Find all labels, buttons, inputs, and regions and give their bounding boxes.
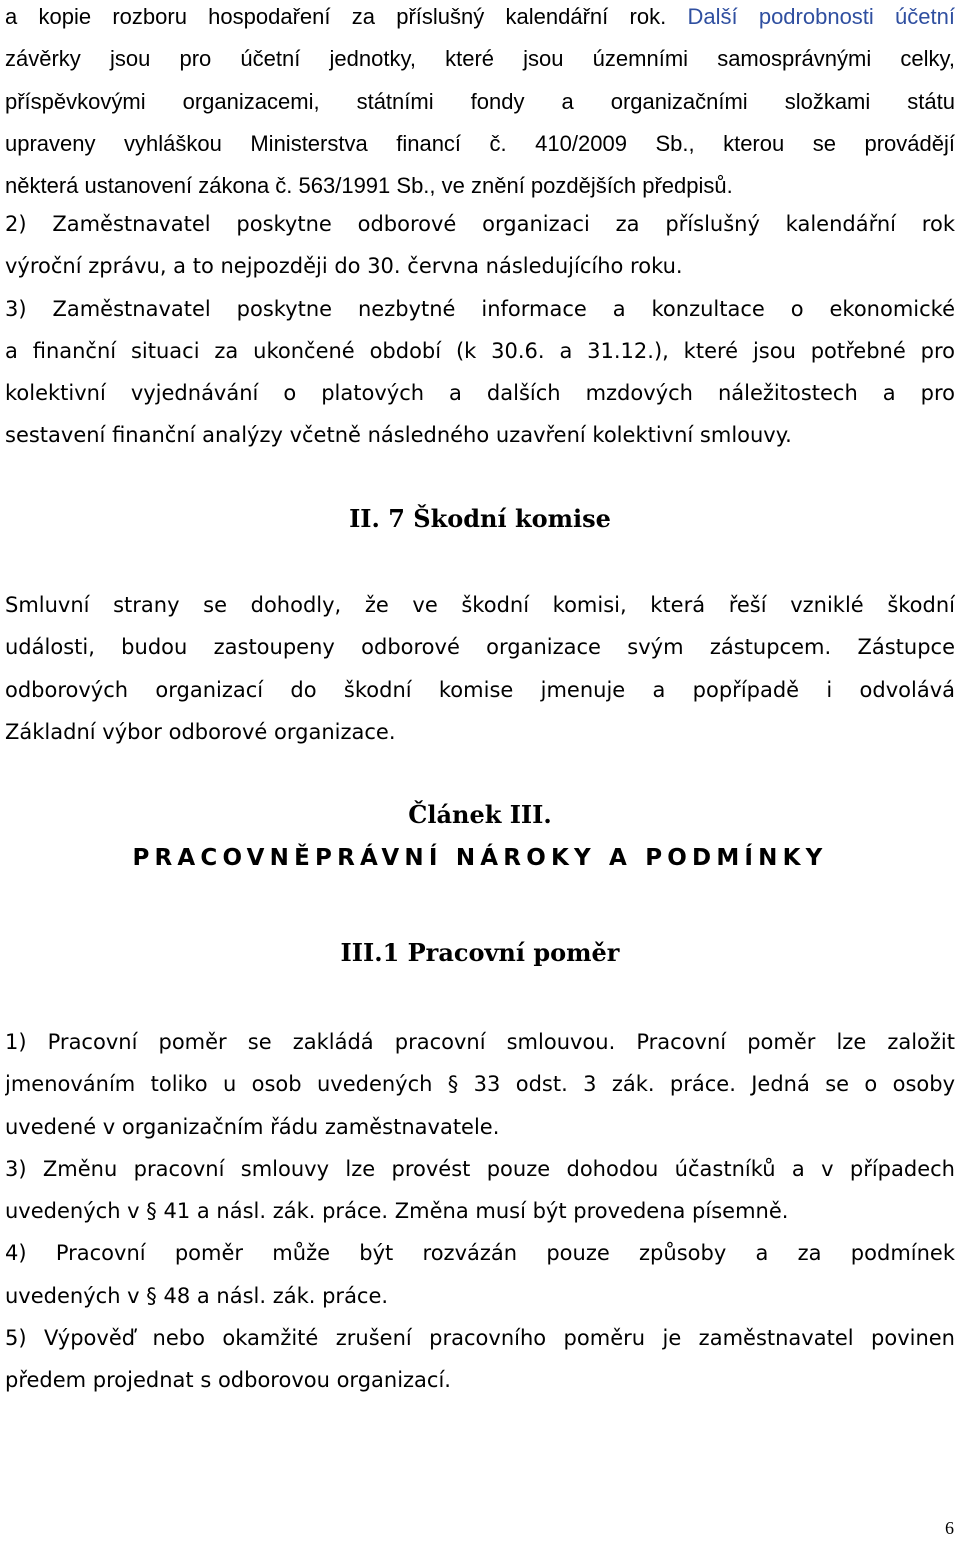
text-line: uvedených v § 41 a násl. zák. práce. Změna musí být provedena písemně. [5, 1199, 789, 1224]
paragraph-annual-report [5, 203, 955, 457]
text-line: závěrky jsou pro účetní jednotky, které jsou územními samosprávnými celky, [5, 46, 955, 72]
page-number: 6 [945, 1518, 954, 1538]
paragraph-employment [5, 1021, 955, 1402]
article-title: PRACOVNĚPRÁVNÍ NÁROKY A PODMÍNKY [132, 845, 828, 871]
text-line: 3) Zaměstnavatel poskytne nezbytné informace a konzultace o ekonomické [5, 296, 955, 321]
text-line: 5) Výpověď nebo okamžité zrušení pracovního poměru je zaměstnavatel povinen [5, 1326, 955, 1351]
text-line: upraveny vyhláškou Ministerstva financí č. 410/2009 Sb., kterou se provádějí [5, 130, 955, 156]
section-heading-ii7: II. 7 Škodní komise [349, 504, 611, 533]
text-line: výroční zprávu, a to nejpozději do 30. června následujícího roku. [5, 254, 683, 279]
text-line: předem projednat s odborovou organizací. [5, 1368, 451, 1393]
text-line: události, budou zastoupeny odborové organizace svým zástupcem. Zástupce [5, 635, 955, 660]
text-line: sestavení finanční analýzy včetně následného uzavření kolektivní smlouvy. [5, 423, 792, 448]
article-heading: Článek III. [408, 800, 552, 829]
paragraph-damage-committee [5, 584, 955, 753]
section-heading-iii1: III.1 Pracovní poměr [340, 938, 620, 967]
text-line: kolektivní vyjednávání o platových a dalších mzdových náležitostech a pro [5, 381, 955, 406]
text-line: uvedené v organizačním řádu zaměstnavatele. [5, 1114, 500, 1139]
text-line: 2) Zaměstnavatel poskytne odborové organizaci za příslušný kalendářní rok [5, 212, 955, 236]
text-line: příspěvkovými organizacemi, státními fondy a organizačními složkami státu [5, 88, 955, 114]
text-line: 4) Pracovní poměr může být rozvázán pouze způsoby a za podmínek [5, 1241, 955, 1266]
text-line: 1) Pracovní poměr se zakládá pracovní smlouvou. Pracovní poměr lze založit [5, 1030, 955, 1054]
text-line: jmenováním toliko u osob uvedených § 33 odst. 3 zák. práce. Jedná se o osoby [5, 1072, 955, 1097]
text-line: Smluvní strany se dohodly, že ve škodní komisi, která řeší vzniklé škodní [5, 593, 955, 617]
paragraph-accounting-rules [5, 0, 955, 207]
text-line: některá ustanovení zákona č. 563/1991 Sb., ve znění pozdějších předpisů. [5, 173, 733, 199]
text-line: 3) Změnu pracovní smlouvy lze provést pouze dohodou účastníků a v případech [5, 1156, 955, 1181]
text-line: uvedených v § 48 a násl. zák. práce. [5, 1283, 389, 1308]
text-line: Základní výbor odborové organizace. [5, 719, 396, 744]
text-line: a kopie rozboru hospodaření za příslušný kalendářní rok. Další podrobnosti účetní [5, 4, 955, 29]
text-line: odborových organizací do škodní komise jmenuje a popřípadě i odvolává [5, 677, 955, 702]
text-line: a finanční situaci za ukončené období (k 30.6. a 31.12.), které jsou potřebné pro [5, 338, 955, 363]
